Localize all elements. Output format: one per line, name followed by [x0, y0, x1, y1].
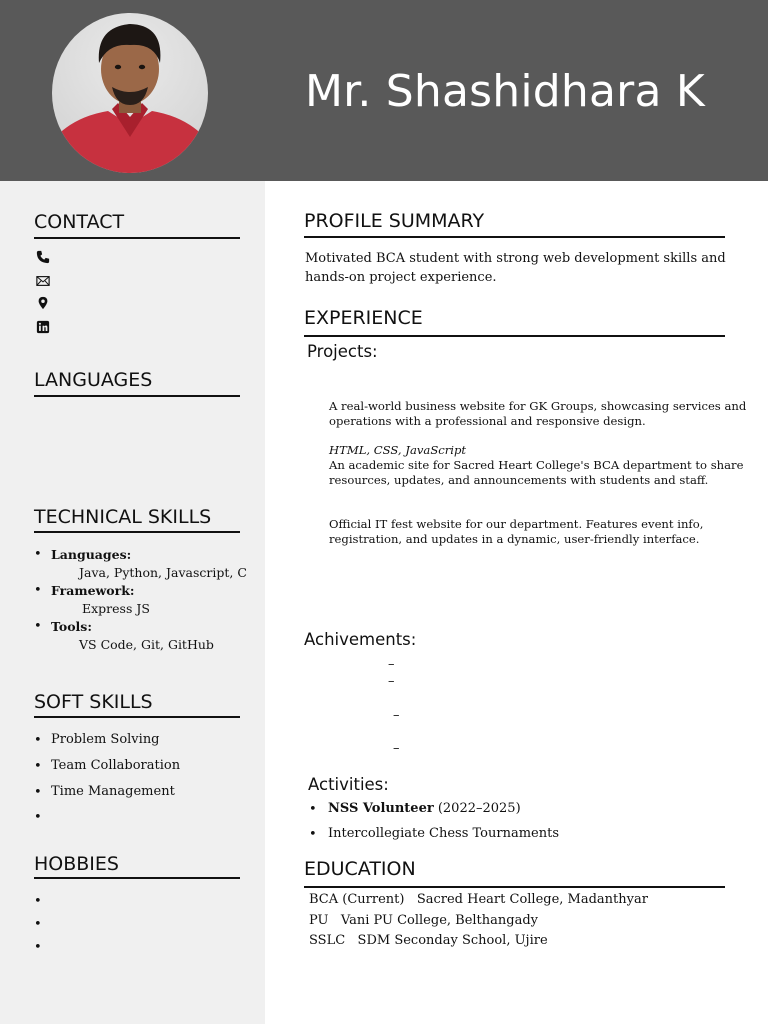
- achievement-marker: –: [393, 708, 400, 723]
- bullet: •: [34, 619, 42, 634]
- bullet: •: [34, 785, 42, 800]
- bullet: •: [34, 759, 42, 774]
- contact-heading: CONTACT: [34, 211, 125, 233]
- bullet: •: [309, 827, 317, 842]
- soft-skill-item: Team Collaboration: [51, 758, 181, 773]
- experience-heading: EXPERIENCE: [304, 307, 423, 329]
- experience-divider: [304, 335, 725, 337]
- project-description-line: operations with a professional and responsive design.: [329, 414, 646, 428]
- location-pin-icon: [36, 296, 50, 310]
- activity-item: Intercollegiate Chess Tournaments: [328, 826, 560, 841]
- education-row: BCA (Current) Sacred Heart College, Madanthyar: [309, 892, 648, 907]
- soft-skill-item: Time Management: [51, 784, 175, 799]
- hobbies-divider: [34, 877, 240, 879]
- achievement-marker: –: [393, 741, 400, 756]
- skill-value-tools: VS Code, Git, GitHub: [79, 637, 214, 652]
- project-description-line: A real-world business website for GK Groups, showcasing services and: [329, 399, 747, 413]
- linkedin-icon[interactable]: [36, 320, 50, 334]
- bullet: •: [34, 917, 42, 932]
- activities-label: Activities:: [308, 775, 389, 794]
- project-tech-stack: HTML, CSS, JavaScript: [329, 443, 467, 457]
- soft-skills-divider: [34, 716, 240, 718]
- bullet: •: [34, 810, 42, 825]
- technical-skills-heading: TECHNICAL SKILLS: [34, 506, 212, 528]
- projects-label: Projects:: [307, 342, 378, 361]
- phone-icon: [36, 250, 50, 264]
- soft-skill-item: Problem Solving: [51, 732, 160, 747]
- soft-skills-heading: SOFT SKILLS: [34, 691, 153, 713]
- technical-skills-divider: [34, 531, 240, 533]
- achievements-label: Achivements:: [304, 630, 417, 649]
- mail-icon: [36, 274, 50, 288]
- bullet: •: [34, 894, 42, 909]
- skill-label-tools: Tools:: [51, 619, 92, 634]
- profile-photo: [52, 13, 208, 173]
- achievement-marker: –: [388, 657, 395, 672]
- skill-label-languages: Languages:: [51, 547, 132, 562]
- bullet: •: [34, 547, 42, 562]
- profile-summary-divider: [304, 236, 725, 238]
- education-row: SSLC SDM Seconday School, Ujire: [309, 933, 548, 948]
- bullet: •: [34, 583, 42, 598]
- skill-value-languages: Java, Python, Javascript, C: [79, 565, 247, 580]
- project-description-line: resources, updates, and announcements with students and staff.: [329, 473, 709, 487]
- activity-item-bold: NSS Volunteer: [328, 801, 434, 816]
- profile-summary-heading: PROFILE SUMMARY: [304, 210, 485, 232]
- skill-value-framework: Express JS: [82, 601, 150, 616]
- profile-summary-line: hands-on project experience.: [305, 270, 497, 285]
- languages-heading: LANGUAGES: [34, 369, 153, 391]
- activity-item: [328, 799, 521, 818]
- candidate-name: Mr. Shashidhara K: [305, 66, 705, 117]
- project-description-line: Official IT fest website for our department. Features event info,: [329, 517, 704, 531]
- languages-divider: [34, 395, 240, 397]
- project-description-line: An academic site for Sacred Heart College's BCA department to share: [329, 458, 744, 472]
- header-banner: [0, 0, 768, 181]
- education-divider: [304, 886, 725, 888]
- education-heading: EDUCATION: [304, 858, 416, 880]
- contact-divider: [34, 237, 240, 239]
- bullet: •: [34, 733, 42, 748]
- activity-item-rest: (2022–2025): [433, 801, 521, 816]
- profile-summary-line: Motivated BCA student with strong web development skills and: [305, 251, 726, 266]
- bullet: •: [34, 940, 42, 955]
- skill-label-framework: Framework:: [51, 583, 135, 598]
- achievement-marker: –: [388, 674, 395, 689]
- bullet: •: [309, 802, 317, 817]
- hobbies-heading: HOBBIES: [34, 853, 119, 875]
- education-row: PU Vani PU College, Belthangady: [309, 913, 539, 928]
- project-description-line: registration, and updates in a dynamic, user-friendly interface.: [329, 532, 700, 546]
